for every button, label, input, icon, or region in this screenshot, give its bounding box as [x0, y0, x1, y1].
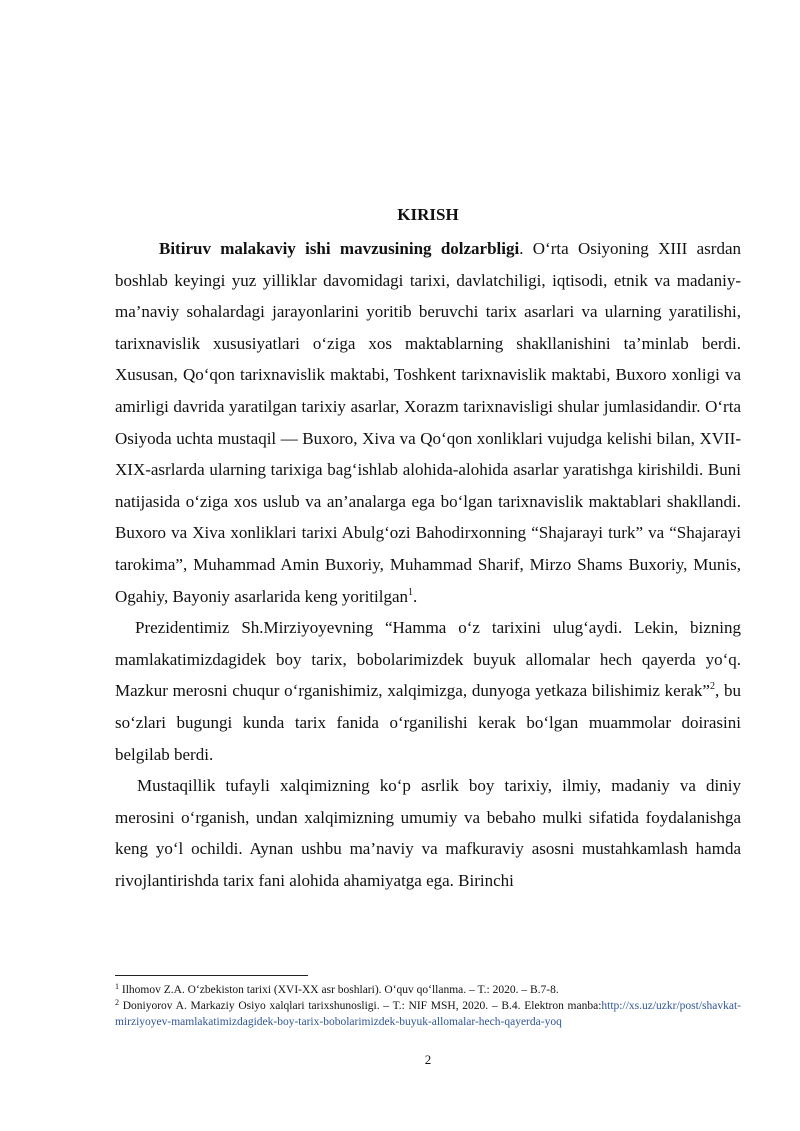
footnote-1	[115, 982, 741, 998]
footnotes	[115, 982, 741, 1030]
paragraph-president-quote	[115, 612, 741, 770]
footnote-2	[115, 998, 741, 1030]
paragraph-text: . O‘rta Osiyoning XIII asrdan boshlab keyingi yuz yilliklar davomidagi tarixi, davlatchiligi, iqtisodi, etnik va madaniy-ma’naviy sohalardagi jarayonlarini yoritib beruvchi tarix asarlari va ularning yaratilishi, tarixnavislik xususiyatlari o‘ziga xos maktablarning shakllanishini ta’minlab berdi. Xususan, Qo‘qon tarixnavislik maktabi, Toshkent tarixnavislik maktabi, Buxoro xonligi va amirligi davrida yaratilgan tarixiy asarlar, Xorazm tarixnavisligi shular jumlasidandir. O‘rta Osiyoda uchta mustaqil — Buxoro, Xiva va Qo‘qon xonliklari vujudga kelishi bilan, XVII-XIX-asrlarda ularning tarixiga bag‘ishlab alohida-alohida asarlar yaratishga kirishildi. Buni natijasida o‘ziga xos uslub va an’analarga ega bo‘lgan tarixnavislik maktablari shakllandi. Buxoro va Xiva xonliklari tarixi Abulg‘ozi Bahodirxonning “Shajarayi turk” va “Shajarayi tarokima”, Muhammad Amin Buxoriy, Muhammad Sharif, Mirzo Shams Buxoriy, Munis, Ogahiy, Bayoniy asarlarida keng yoritilgan	[115, 239, 741, 606]
page-number: 2	[424, 1052, 432, 1067]
source-link[interactable]: http://xs.uz/uzkr/post/shavkat-mirziyoyev-mamlakatimizdagidek-boy-tarix-bobolarimizdek-buyuk-allomalar-hech-qayerda-yoq	[115, 1000, 741, 1028]
paragraph-independence	[115, 770, 741, 896]
footnote-number: 2	[115, 998, 119, 1007]
body-text	[115, 233, 741, 896]
footnote-text: Ilhomov Z.A. O‘zbekiston tarixi (XVI-XX asr boshlari). O‘quv qo‘llanma. – T.: 2020. – B.7-8.	[119, 984, 559, 996]
footnote-number: 1	[115, 982, 119, 991]
document-page	[115, 0, 741, 1131]
paragraph-text: Prezidentimiz Sh.Mirziyoyevning “Hamma o‘z tarixini ulug‘aydi. Lekin, bizning mamlakatimizdagidek boy tarix, bobolarimizdek buyuk allomalar hech qayerda yo‘q. Mazkur merosni chuqur o‘rganishimiz, xalqimizga, dunyoga yetkaza bilishimiz kerak”	[115, 618, 741, 701]
paragraph-end: , bu so‘zlari bugungi kunda tarix fanida o‘rganilishi kerak bo‘lgan muammolar doirasini belgilab berdi.	[115, 681, 742, 764]
paragraph-text: Mustaqillik tufayli xalqimizning ko‘p asrlik boy tarixiy, ilmiy, madaniy va diniy merosini o‘rganish, undan xalqimizning umumiy va bebaho mulki sifatida foydalanishga keng yo‘l ochildi. Aynan ushbu ma’naviy va mafkuraviy asosni mustahkamlash hamda rivojlantirishda tarix fani alohida ahamiyatga ega. Birinchi	[115, 776, 741, 890]
footnote-text: Doniyorov A. Markaziy Osiyo xalqlari tarixshunosligi. – T.: NIF MSH, 2020. – B.4. Elektron manba:	[119, 1000, 602, 1012]
paragraph-lead-bold: Bitiruv malakaviy ishi mavzusining dolzarbligi	[159, 239, 520, 258]
footnote-ref-2[interactable]: 2	[709, 681, 715, 693]
footnote-ref-1[interactable]: 1	[408, 586, 414, 598]
footnote-separator	[115, 975, 308, 976]
section-heading: KIRISH	[397, 205, 459, 224]
paragraph-end: .	[413, 586, 418, 606]
paragraph-relevance	[115, 233, 741, 612]
